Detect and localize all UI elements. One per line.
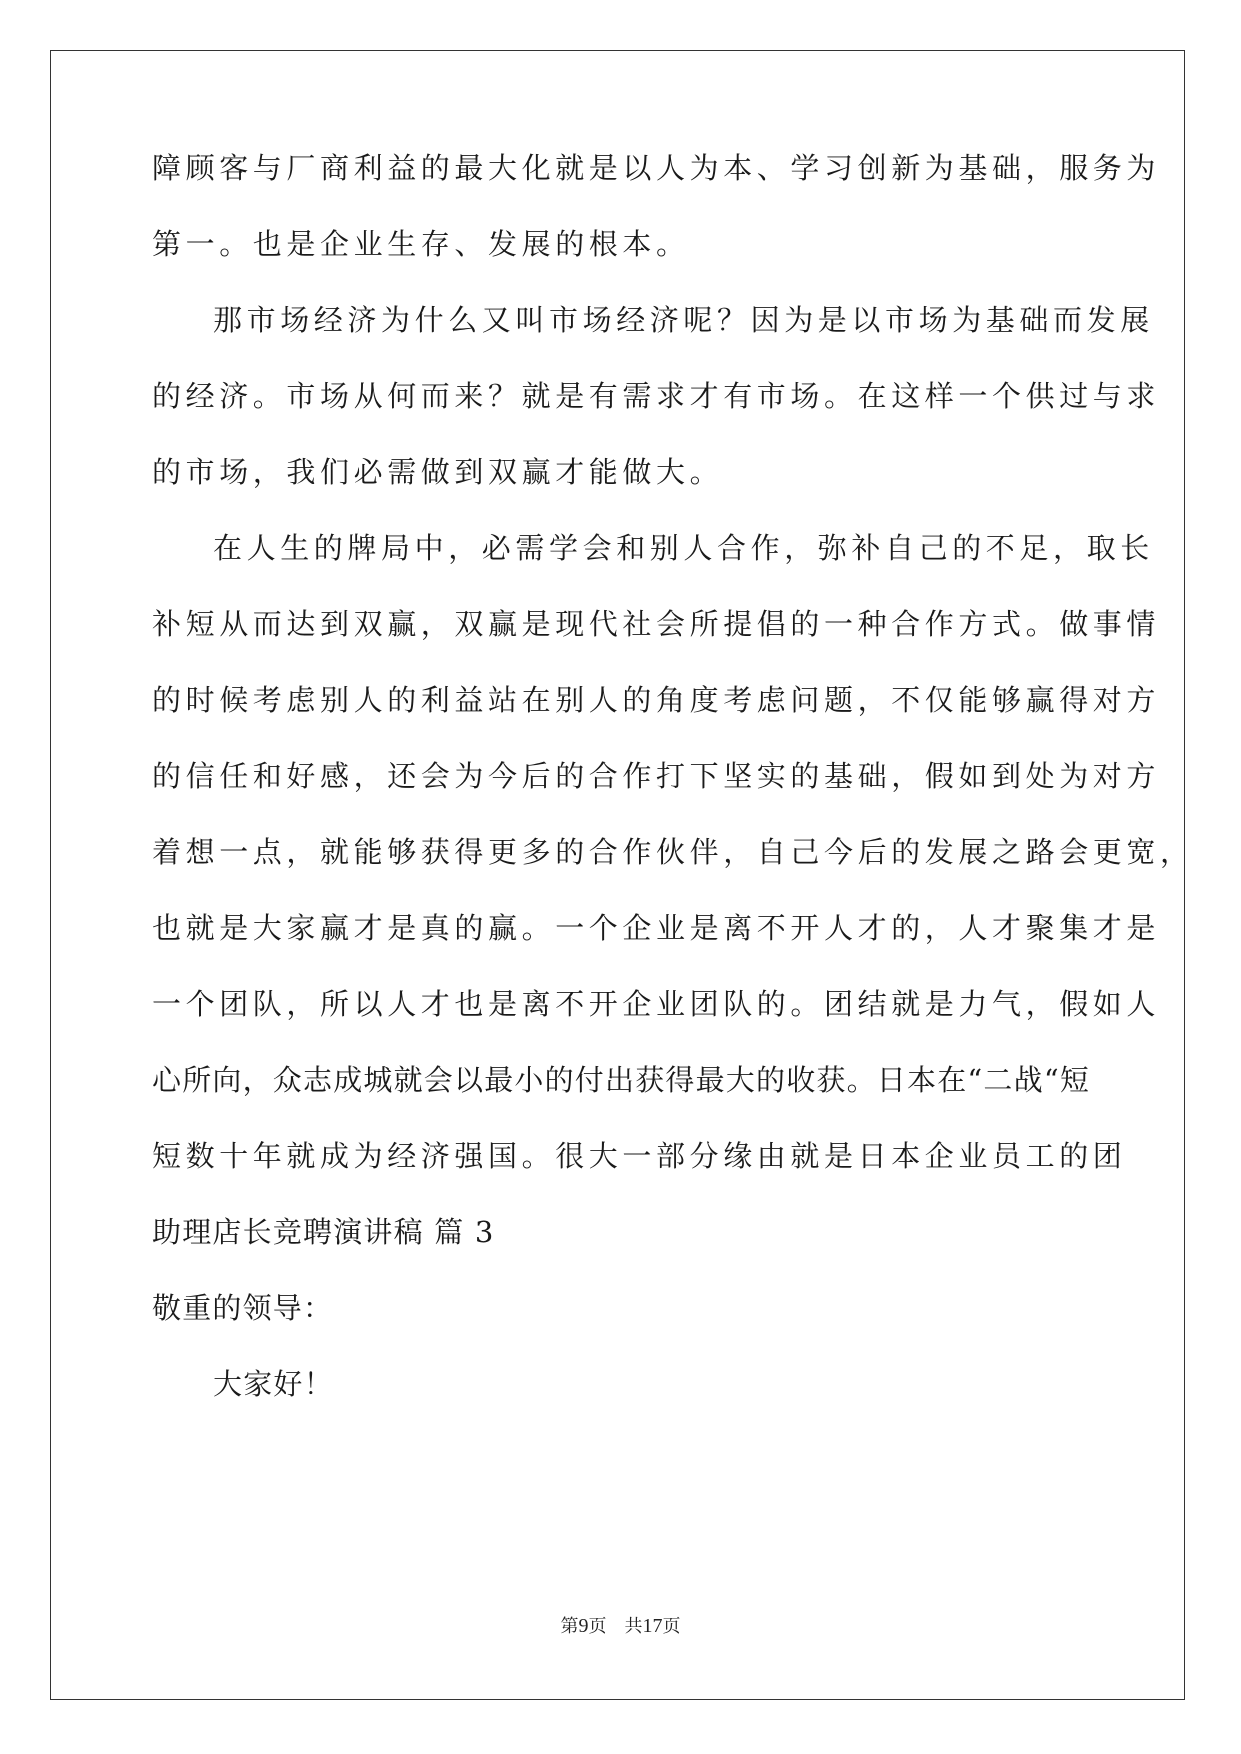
body-line: 的市场，我们必需做到双赢才能做大。 xyxy=(152,455,724,489)
page-footer xyxy=(0,1612,1241,1638)
section-title: 助理店长竞聘演讲稿 篇 3 xyxy=(152,1215,495,1249)
footer-total-prefix: 共 xyxy=(624,1616,643,1637)
salutation: 敬重的领导： xyxy=(152,1291,334,1325)
body-line: 在人生的牌局中，必需学会和别人合作，弥补自己的不足，取长 xyxy=(213,531,1154,565)
footer-total-suffix: 页 xyxy=(662,1616,681,1637)
footer-page-number: 9 xyxy=(578,1615,589,1637)
body-line: 着想一点，就能够获得更多的合作伙伴，自己今后的发展之路会更宽， xyxy=(152,835,1194,869)
greeting: 大家好！ xyxy=(213,1367,334,1401)
footer-page-suffix: 页 xyxy=(588,1616,607,1637)
body-line: 短数十年就成为经济强国。很大一部分缘由就是日本企业员工的团 xyxy=(152,1139,1127,1173)
body-line: 的信任和好感，还会为今后的合作打下坚实的基础，假如到处为对方 xyxy=(152,759,1161,793)
body-line: 一个团队，所以人才也是离不开企业团队的。团结就是力气，假如人 xyxy=(152,987,1161,1021)
footer-prefix: 第 xyxy=(560,1616,579,1637)
body-line: 心所向，众志成城就会以最小的付出获得最大的收获。日本在“二战“短 xyxy=(152,1063,1091,1097)
body-line: 的经济。市场从何而来？就是有需求才有市场。在这样一个供过与求 xyxy=(152,379,1161,413)
body-line: 那市场经济为什么又叫市场经济呢？因为是以市场为基础而发展 xyxy=(213,303,1154,337)
body-line: 第一。也是企业生存、发展的根本。 xyxy=(152,227,690,261)
footer-total-pages: 17 xyxy=(642,1615,663,1637)
body-line: 补短从而达到双赢，双赢是现代社会所提倡的一种合作方式。做事情 xyxy=(152,607,1161,641)
page-border xyxy=(50,50,1185,1700)
body-line: 也就是大家赢才是真的赢。一个企业是离不开人才的，人才聚集才是 xyxy=(152,911,1161,945)
body-line: 障顾客与厂商利益的最大化就是以人为本、学习创新为基础，服务为 xyxy=(152,151,1161,185)
body-line: 的时候考虑别人的利益站在别人的角度考虑问题，不仅能够赢得对方 xyxy=(152,683,1161,717)
